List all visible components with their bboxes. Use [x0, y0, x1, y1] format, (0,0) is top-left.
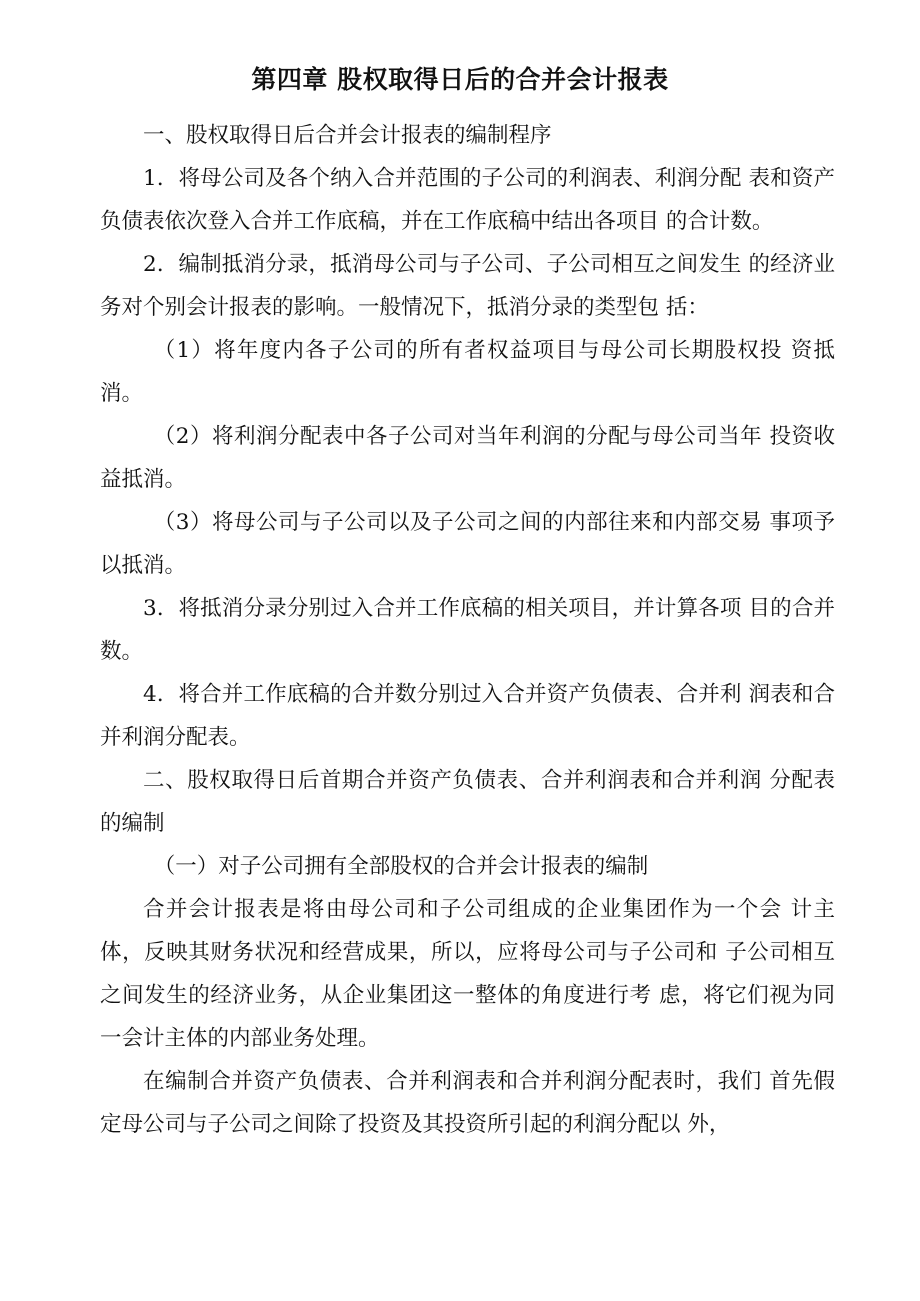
step-2-paragraph: 2．编制抵消分录，抵消母公司与子公司、子公司相互之间发生 的经济业务对个别会计报表的影响。一般情况下，抵消分录的类型包 括：: [100, 252, 835, 320]
step-4-paragraph: 4．将合并工作底稿的合并数分别过入合并资产负债表、合并利 润表和合并利润分配表。: [100, 682, 835, 750]
step-1-paragraph: 1．将母公司及各个纳入合并范围的子公司的利润表、利润分配 表和资产负债表依次登入合并工作底稿，并在工作底稿中结出各项目 的合计数。: [100, 166, 835, 234]
chapter-title: 第四章 股权取得日后的合并会计报表: [251, 65, 669, 94]
step-3-paragraph: 3．将抵消分录分别过入合并工作底稿的相关项目，并计算各项 目的合并数。: [100, 596, 835, 664]
sub-item-3-paragraph: （3）将母公司与子公司以及子公司之间的内部往来和内部交易 事项予以抵消。: [100, 510, 835, 578]
subsection-heading-1: （一）对子公司拥有全部股权的合并会计报表的编制: [153, 854, 649, 879]
section-heading-1: 一、股权取得日后合并会计报表的编制程序: [143, 123, 552, 148]
body-paragraph-2: 在编制合并资产负债表、合并利润表和合并利润分配表时，我们 首先假定母公司与子公司之间除了投资及其投资所引起的利润分配以 外，: [100, 1069, 835, 1137]
document-body: [100, 114, 835, 1146]
sub-item-2-paragraph: （2）将利润分配表中各子公司对当年利润的分配与母公司当年 投资收益抵消。: [100, 424, 835, 492]
sub-item-1-paragraph: （1）将年度内各子公司的所有者权益项目与母公司长期股权投 资抵消。: [100, 338, 835, 406]
section-heading-2: 二、股权取得日后首期合并资产负债表、合并利润表和合并利润 分配表的编制: [100, 768, 835, 836]
body-paragraph-1: 合并会计报表是将由母公司和子公司组成的企业集团作为一个会 计主体，反映其财务状况和经营成果，所以，应将母公司与子公司和 子公司相互之间发生的经济业务，从企业集团这一整体的角度进行考 虑，将它们视为同一会计主体的内部业务处理。: [100, 897, 835, 1051]
